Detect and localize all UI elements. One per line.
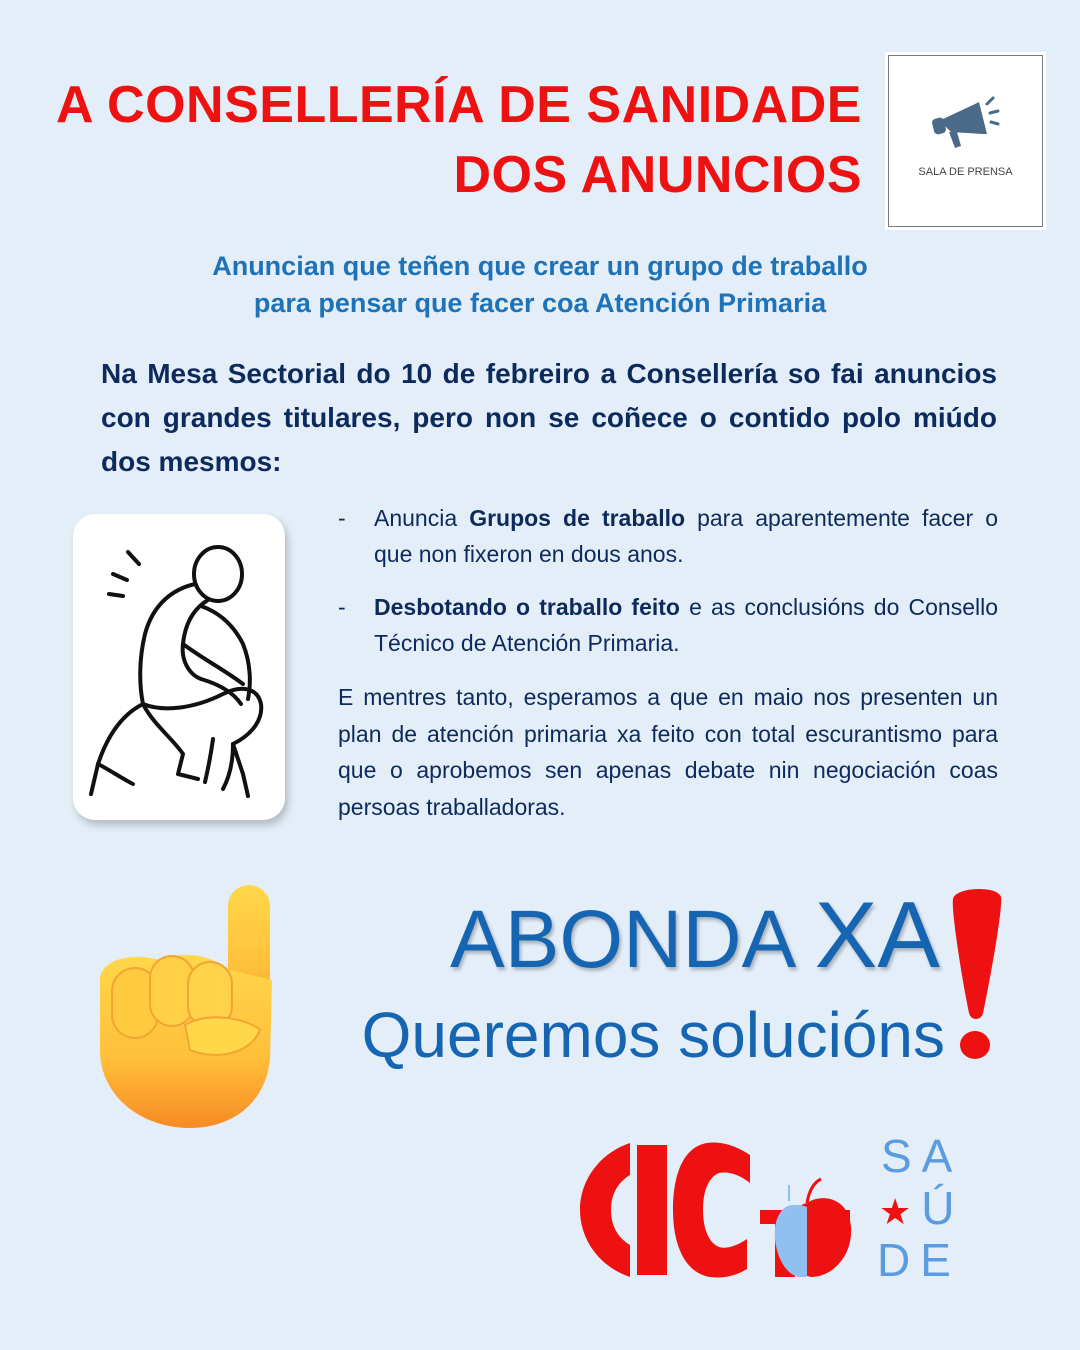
page-title	[40, 70, 862, 210]
subtitle-line-2: para pensar que facer coa Atención Primaria	[253, 288, 827, 318]
bullet-list	[338, 500, 998, 678]
pointing-finger-icon	[90, 880, 280, 1130]
closing-paragraph: E mentres tanto, esperamos a que en maio nos presenten un plan de atención primaria xa feito con total escurantismo para que o aprobemos sen apenas debate nin negociación coas persoas traballadoras.	[338, 684, 998, 820]
cig-logo-icon	[575, 1135, 865, 1285]
subtitle	[120, 248, 960, 322]
bullet-text-post: para aparentemente facer o que non fixeron en dous anos.	[374, 505, 998, 567]
bullet-text-pre: Anuncia	[374, 505, 470, 531]
press-room-label: SALA DE PRENSA	[918, 166, 1013, 178]
press-room-badge	[888, 55, 1043, 227]
callout-word-2: XA	[814, 882, 940, 987]
saude-line-1: SA	[881, 1130, 963, 1182]
bullet-text-bold: Grupos de traballo	[469, 505, 686, 531]
callout-word-1: ABONDA	[450, 894, 792, 985]
title-line-1: A CONSELLERÍA DE SANIDADE	[55, 76, 862, 134]
star-icon: ★	[879, 1191, 912, 1232]
lead-paragraph: Na Mesa Sectorial do 10 de febreiro a Consellería so fai anuncios con grandes titulares, pero non se coñece o contido polo miúdo dos mesmos:	[101, 358, 997, 477]
thinker-icon	[83, 534, 275, 804]
subtitle-line-1: Anuncian que teñen que crear un grupo de traballo	[212, 251, 868, 281]
list-item	[338, 500, 998, 572]
bullet-text-bold: Desbotando o traballo feito	[374, 594, 680, 620]
saude-line-2-text: Ú	[921, 1182, 965, 1234]
exclamation-icon	[945, 885, 1007, 1065]
saude-line-3: DE	[877, 1234, 961, 1286]
callout-headline	[290, 882, 940, 990]
bullet-text-post: e as conclusións do Consello Técnico de Atención Primaria.	[374, 594, 999, 656]
saude-line-2	[879, 1184, 974, 1236]
megaphone-icon	[931, 94, 1001, 154]
callout-subline: Queremos solucións	[361, 999, 945, 1071]
bullet-dash: -	[338, 594, 346, 620]
list-item	[338, 589, 998, 661]
title-line-2: DOS ANUNCIOS	[453, 146, 862, 204]
thinker-illustration-card	[73, 514, 285, 820]
bullet-dash: -	[338, 505, 346, 531]
